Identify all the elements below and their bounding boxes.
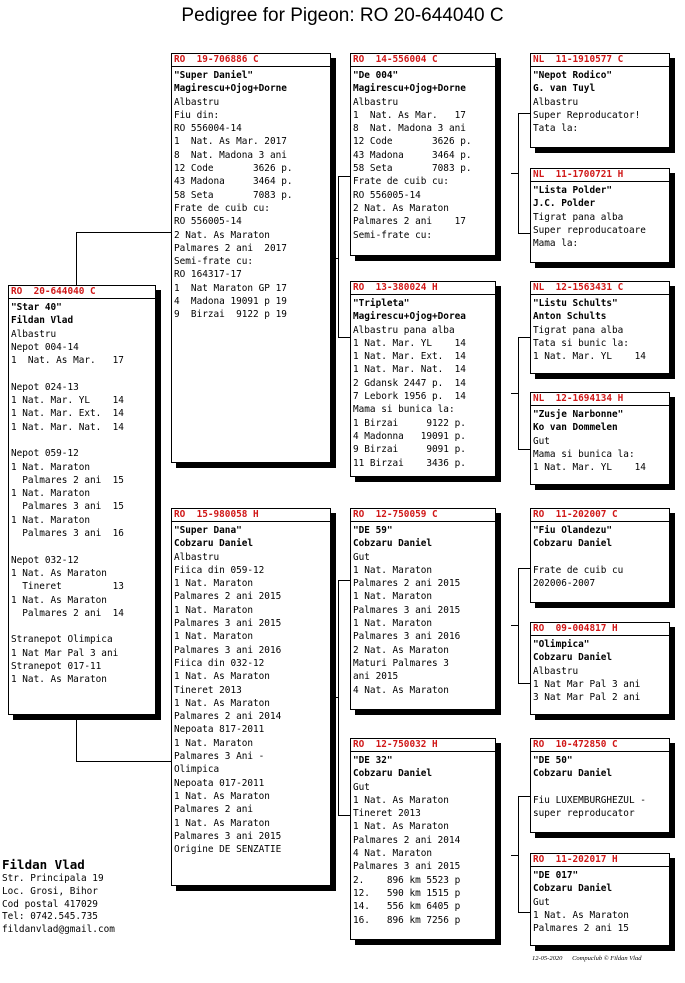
detail-line: Olimpica [174, 764, 220, 776]
connector-sire-ss-h [338, 176, 350, 177]
detail-line [533, 781, 669, 794]
detail-line: 2 Gdansk 2447 p. 14 [353, 377, 466, 389]
owner-locality: Loc. Grosi, Bihor [2, 885, 98, 897]
connector-ds-stub [511, 625, 519, 626]
pigeon-card-ddd [530, 853, 670, 946]
detail-line: RO 556004-14 [174, 123, 242, 135]
connector-ds-bottom-h [518, 683, 530, 684]
detail-line: Nepoata 017-2011 [174, 777, 265, 789]
ring-number: NL 11-1910577 C [531, 54, 669, 67]
pigeon-details [531, 182, 669, 250]
connector-sd-stub [511, 393, 519, 394]
connector-sd-top-h [518, 337, 530, 338]
detail-line: 1 Nat. Maraton [353, 591, 433, 603]
pigeon-card-dam-dam [350, 738, 496, 940]
ring-number: RO 14-556004 C [351, 54, 495, 67]
pigeon-card-sire [171, 53, 331, 463]
detail-line: 1 Nat. Maraton [11, 488, 91, 500]
detail-line: Palmares 2 ani 15 [11, 474, 124, 486]
owner-name: Fildan Vlad [2, 857, 85, 872]
detail-line: Palmares 3 ani 2016 [353, 631, 461, 643]
owner-postal: Cod postal 417029 [2, 898, 98, 910]
detail-line: 2. 896 km 5523 p [353, 874, 461, 886]
owner-phone: Tel: 0742.545.735 [2, 911, 98, 923]
connector-sd-bottom-h [518, 449, 530, 450]
pigeon-name: "Zusje Narbonne" [533, 409, 624, 420]
detail-line: Mama si bunica la: [353, 404, 455, 416]
breeder-name: Ko van Dommelen [533, 422, 618, 434]
connector-dd-top-h [518, 796, 530, 797]
detail-line: Fiica din 059-12 [174, 564, 265, 576]
ring-number: RO 12-750032 H [351, 739, 495, 752]
detail-line: 11 Birzai 3436 p. [353, 457, 466, 469]
detail-line: 2 Nat. As Maraton [174, 229, 270, 241]
detail-line: Gut [533, 896, 550, 908]
ring-number: RO 11-202007 C [531, 509, 669, 522]
detail-line: Maturi Palmares 3 [353, 657, 449, 669]
detail-line: 8 Nat. Madona 3 ani [353, 123, 466, 135]
breeder-name: Cobzaru Daniel [533, 883, 613, 895]
detail-line: 1 Nat. Mar. Nat. 14 [11, 421, 124, 433]
ring-number: RO 15-980058 H [172, 509, 330, 522]
detail-line: Palmares 2 ani 17 [353, 216, 466, 228]
detail-line: 2 Nat. As Maraton [353, 202, 449, 214]
breeder-name: Magirescu+Ojog+Dorea [353, 311, 466, 323]
detail-line [11, 620, 155, 633]
detail-line: Frate de cuib cu: [353, 176, 449, 188]
detail-line: 1 Nat. Mar. Nat. 14 [353, 364, 466, 376]
detail-line: Gut [533, 435, 550, 447]
detail-line: Stranepot 017-11 [11, 661, 102, 673]
detail-line: 14. 556 km 6405 p [353, 901, 461, 913]
detail-line: Albastru [533, 96, 579, 108]
detail-line: 1 Nat. As Maraton [174, 697, 270, 709]
connector-ss-top-h [518, 113, 530, 114]
breeder-name: Cobzaru Daniel [353, 538, 433, 550]
detail-line [533, 551, 669, 564]
breeder-name: Anton Schults [533, 311, 607, 323]
pigeon-details [351, 295, 495, 470]
breeder-name: Magirescu+Ojog+Dorne [353, 83, 466, 95]
pigeon-card-ssd [530, 168, 670, 263]
pigeon-name: "Super Daniel" [174, 70, 254, 81]
detail-line: Palmares 2 ani 14 [11, 607, 124, 619]
detail-line: 3 Nat Mar Pal 2 ani [533, 692, 641, 704]
pigeon-card-sss [530, 53, 670, 148]
detail-line: 1 Nat. As Mar. 17 [11, 355, 124, 367]
detail-line: Semi-frate cu: [174, 256, 254, 268]
pigeon-details [172, 522, 330, 856]
detail-line: 58 Seta 7083 p. [353, 163, 472, 175]
detail-line: 1 Nat Mar Pal 3 ani [11, 647, 119, 659]
footer-date: 12-05-2020 [532, 955, 563, 962]
detail-line: Albastru [533, 665, 579, 677]
detail-line: 1 Nat. Mar. YL 14 [11, 395, 124, 407]
pigeon-card-dam-sire [350, 508, 496, 710]
pigeon-name: "Nepot Rodico" [533, 70, 613, 81]
footer [532, 955, 642, 962]
detail-line: Gut [353, 781, 370, 793]
connector-subject-sire-h [76, 232, 171, 233]
detail-line: Mama si bunica la: [533, 448, 635, 460]
ring-number: RO 12-750059 C [351, 509, 495, 522]
connector-subject-dam-v [76, 718, 77, 761]
ring-number: RO 09-004817 H [531, 623, 669, 636]
breeder-name: Fildan Vlad [11, 315, 74, 327]
detail-line: 1 Nat Maraton GP 17 [174, 282, 287, 294]
detail-line: Fiu LUXEMBURGHEZUL - [533, 794, 646, 806]
connector-dd-stub [511, 855, 519, 856]
detail-line: Fiu din: [174, 109, 220, 121]
connector-dd-bottom-h [518, 912, 530, 913]
detail-line: Albastru [11, 328, 57, 340]
pigeon-name: "Tripleta" [353, 298, 410, 309]
pigeon-card-dam [171, 508, 331, 886]
pigeon-details [531, 67, 669, 135]
detail-line: Tineret 2013 [353, 808, 421, 820]
ring-number: RO 10-472850 C [531, 739, 669, 752]
detail-line: Palmares 3 ani 2015 [353, 604, 461, 616]
pigeon-card-sire-dam [350, 281, 496, 477]
pigeon-card-subject [8, 285, 156, 715]
detail-line: 1 Nat. Maraton [174, 578, 254, 590]
ring-number: RO 20-644040 C [9, 286, 155, 299]
detail-line: 4 Nat. Maraton [353, 848, 433, 860]
detail-line: Nepot 024-13 [11, 381, 79, 393]
detail-line: Nepot 004-14 [11, 341, 79, 353]
connector-ds-top-h [518, 568, 530, 569]
page-title: Pedigree for Pigeon: RO 20-644040 C [181, 5, 504, 26]
detail-line: Palmares 2 ani 2014 [353, 834, 461, 846]
detail-line: Tata si bunic la: [533, 337, 629, 349]
detail-line: Nepot 032-12 [11, 554, 79, 566]
detail-line: Palmares 2 ani 2014 [174, 711, 282, 723]
pigeon-details [531, 406, 669, 474]
detail-line: 1 Nat. As Maraton [11, 674, 107, 686]
detail-line: Palmares 3 ani 2015 [174, 830, 282, 842]
detail-line: Palmares 3 ani 16 [11, 528, 124, 540]
pigeon-card-sire-sire [350, 53, 496, 256]
connector-subject-sire-v [76, 232, 77, 285]
detail-line: ani 2015 [353, 671, 399, 683]
detail-line: 1 Nat. Maraton [11, 461, 91, 473]
detail-line: RO 164317-17 [174, 269, 242, 281]
detail-line: Fiica din 032-12 [174, 657, 265, 669]
pigeon-name: "Lista Polder" [533, 185, 613, 196]
detail-line: Tigrat pana alba [533, 324, 624, 336]
owner-block [2, 857, 115, 937]
detail-line: Palmares 3 Ani - [174, 751, 265, 763]
pigeon-name: "Super Dana" [174, 525, 242, 536]
pigeon-card-sds [530, 281, 670, 374]
ring-number: RO 11-202017 H [531, 854, 669, 867]
detail-line: Mama la: [533, 238, 579, 250]
pigeon-details [531, 522, 669, 590]
detail-line: Palmares 3 ani 2015 [174, 618, 282, 630]
detail-line: 1 Nat. Maraton [353, 564, 433, 576]
pigeon-details [531, 636, 669, 704]
pigeon-name: "DE 32" [353, 755, 393, 766]
detail-line: 7 Lebork 1956 p. 14 [353, 391, 466, 403]
detail-line: Tineret 13 [11, 581, 124, 593]
detail-line: Tineret 2013 [174, 684, 242, 696]
pigeon-card-sdd [530, 392, 670, 485]
detail-line: 1 Nat Mar Pal 3 ani [533, 678, 641, 690]
pigeon-details [172, 67, 330, 322]
breeder-name: Cobzaru Daniel [533, 538, 613, 550]
connector-ss-stub [511, 173, 519, 174]
detail-line: 1 Nat. As Maraton [174, 671, 270, 683]
detail-line [11, 434, 155, 447]
connector-subject-dam-h [76, 761, 171, 762]
footer-credit: Compuclub © Fildan Vlad [572, 955, 642, 962]
detail-line: Stranepot Olimpica [11, 634, 113, 646]
detail-line: Palmares 3 ani 2015 [353, 861, 461, 873]
detail-line [11, 367, 155, 380]
detail-line: 4 Nat. As Maraton [353, 684, 449, 696]
pigeon-name: "Listu Schults" [533, 298, 618, 309]
detail-line: 9 Birzai 9122 p 19 [174, 309, 287, 321]
pigeon-details [531, 295, 669, 363]
detail-line: 43 Madona 3464 p. [353, 149, 472, 161]
ring-number: NL 12-1694134 H [531, 393, 669, 406]
pigeon-details [351, 522, 495, 697]
detail-line: RO 556005-14 [353, 189, 421, 201]
detail-line: 1 Nat. Maraton [174, 631, 254, 643]
detail-line: 1 Nat. Mar. Ext. 14 [353, 351, 466, 363]
detail-line: 1 Nat. As Maraton [174, 817, 270, 829]
detail-line: Palmares 3 ani 15 [11, 501, 124, 513]
detail-line: super reproducator [533, 808, 635, 820]
breeder-name: Cobzaru Daniel [174, 538, 254, 550]
pigeon-name: "Olimpica" [533, 639, 590, 650]
detail-line: Albastru [174, 96, 220, 108]
detail-line: 4 Madonna 19091 p. [353, 430, 466, 442]
detail-line: Palmares 2 ani 2017 [174, 242, 287, 254]
detail-line: Frate de cuib cu: [174, 202, 270, 214]
ring-number: RO 13-380024 H [351, 282, 495, 295]
owner-street: Str. Principala 19 [2, 873, 104, 884]
detail-line: 1 Nat. Maraton [11, 514, 91, 526]
detail-line: Palmares 2 ani 2015 [174, 591, 282, 603]
breeder-name: Cobzaru Daniel [533, 652, 613, 664]
detail-line: 202006-2007 [533, 578, 596, 590]
detail-line: Tigrat pana alba [533, 211, 624, 223]
detail-line: 2 Nat. As Maraton [353, 644, 449, 656]
connector-dd-trunk [518, 796, 519, 912]
ring-number: RO 19-706886 C [172, 54, 330, 67]
detail-line: 1 Nat. Maraton [174, 737, 254, 749]
detail-line: 12 Code 3626 p. [353, 136, 472, 148]
detail-line: 1 Nat. Mar. YL 14 [533, 462, 646, 474]
detail-line: Palmares 2 ani [174, 804, 254, 816]
pigeon-details [531, 752, 669, 820]
breeder-name: Cobzaru Daniel [353, 768, 433, 780]
connector-sire-stub [331, 258, 339, 259]
detail-line [11, 540, 155, 553]
ring-number: NL 11-1700721 H [531, 169, 669, 182]
detail-line: 1 Nat. Maraton [174, 604, 254, 616]
detail-line: Gut [353, 551, 370, 563]
detail-line: 1 Nat. Mar. Ext. 14 [11, 408, 124, 420]
connector-dam-stub [331, 697, 339, 698]
detail-line: 1 Nat. As Maraton [353, 821, 449, 833]
detail-line: 9 Birzai 9091 p. [353, 444, 466, 456]
pigeon-name: "Fiu Olandezu" [533, 525, 613, 536]
detail-line: 1 Nat. As Maraton [11, 567, 107, 579]
connector-sire-sd-h [338, 337, 350, 338]
detail-line: Super reproducatoare [533, 224, 646, 236]
detail-line: Tata la: [533, 123, 579, 135]
connector-dam-ds-h [338, 580, 350, 581]
detail-line: Super Reproducator! [533, 109, 641, 121]
breeder-name: J.C. Polder [533, 198, 596, 210]
detail-line: RO 556005-14 [174, 216, 242, 228]
pigeon-details [351, 752, 495, 927]
pigeon-details [9, 299, 155, 687]
detail-line: 1 Nat. Maraton [353, 618, 433, 630]
detail-line: 1 Nat. As Maraton [11, 594, 107, 606]
detail-line: Albastru pana alba [353, 324, 455, 336]
detail-line: Albastru [353, 96, 399, 108]
detail-line: 1 Nat. As Maraton [174, 790, 270, 802]
detail-line: 12 Code 3626 p. [174, 163, 293, 175]
detail-line: Palmares 3 ani 2016 [174, 644, 282, 656]
breeder-name: Magirescu+Ojog+Dorne [174, 83, 287, 95]
pigeon-card-dds [530, 738, 670, 833]
ring-number: NL 12-1563431 C [531, 282, 669, 295]
connector-dam-dd-h [338, 815, 350, 816]
pigeon-details [351, 67, 495, 242]
detail-line: Frate de cuib cu [533, 564, 624, 576]
connector-sire-trunk [338, 176, 339, 337]
pigeon-name: "DE 59" [353, 525, 393, 536]
detail-line: Palmares 2 ani 15 [533, 923, 629, 935]
pigeon-name: "Star 40" [11, 302, 62, 313]
detail-line: Nepoata 817-2011 [174, 724, 265, 736]
detail-line: 8 Nat. Madona 3 ani [174, 149, 287, 161]
pigeon-name: "De 004" [353, 70, 399, 81]
detail-line: 12. 590 km 1515 p [353, 887, 461, 899]
detail-line: 1 Nat. Mar. YL 14 [353, 337, 466, 349]
detail-line: 1 Nat. Mar. YL 14 [533, 351, 646, 363]
detail-line: 58 Seta 7083 p. [174, 189, 293, 201]
detail-line: 16. 896 km 7256 p [353, 914, 461, 926]
pigeon-card-dss [530, 508, 670, 603]
pigeon-name: "DE 017" [533, 870, 579, 881]
pigeon-name: "DE 50" [533, 755, 573, 766]
detail-line: Albastru [174, 551, 220, 563]
detail-line: Semi-frate cu: [353, 229, 433, 241]
breeder-name: Cobzaru Daniel [533, 768, 613, 780]
connector-ss-bottom-h [518, 233, 530, 234]
detail-line: 1 Nat. As Mar. 17 [353, 109, 466, 121]
detail-line: 1 Nat. As Mar. 2017 [174, 136, 287, 148]
owner-email: fildanvlad@gmail.com [2, 924, 115, 936]
detail-line: 1 Birzai 9122 p. [353, 417, 466, 429]
breeder-name: G. van Tuyl [533, 83, 596, 95]
detail-line: 4 Madona 19091 p 19 [174, 296, 287, 308]
detail-line: Palmares 2 ani 2015 [353, 578, 461, 590]
pigeon-card-dsd [530, 622, 670, 715]
detail-line: Origine DE SENZATIE [174, 844, 282, 856]
detail-line: 1 Nat. As Maraton [533, 909, 629, 921]
detail-line: 43 Madona 3464 p. [174, 176, 293, 188]
pigeon-details [531, 867, 669, 935]
detail-line: 1 Nat. As Maraton [353, 794, 449, 806]
detail-line: Nepot 059-12 [11, 448, 79, 460]
